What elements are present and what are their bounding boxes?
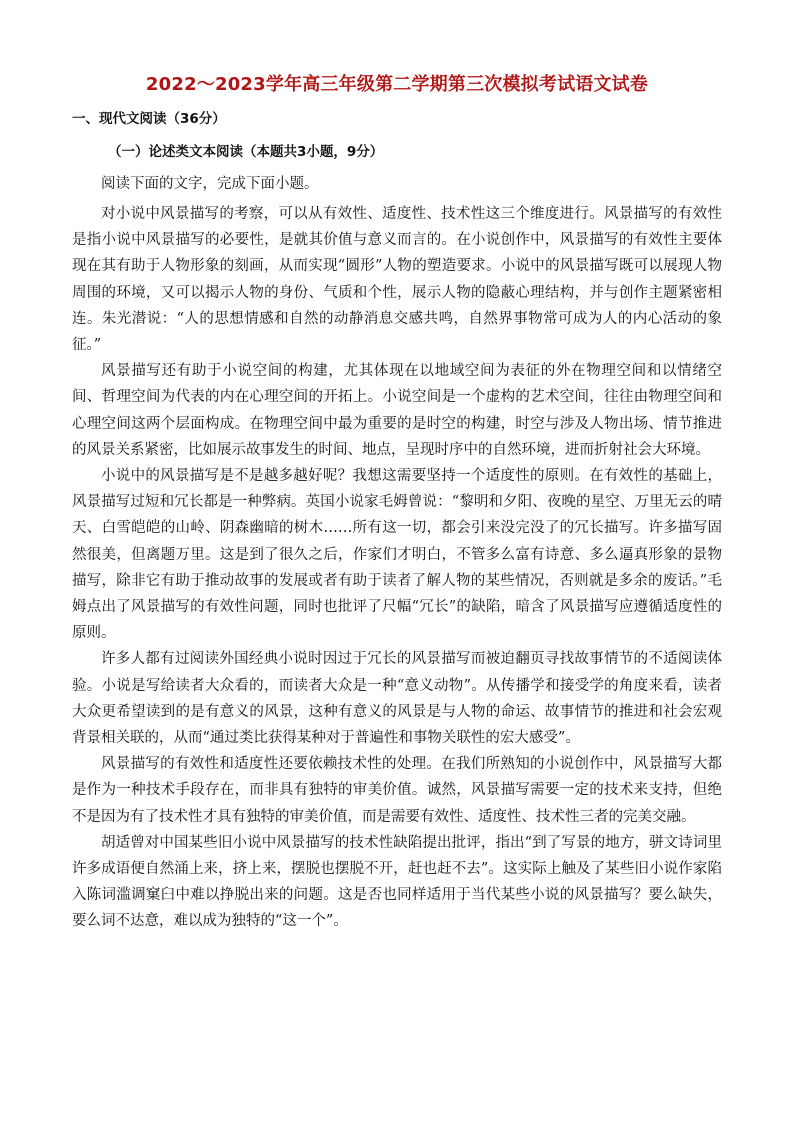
article-paragraph-1: 对小说中风景描写的考察，可以从有效性、适度性、技术性这三个维度进行。风景描写的有效性是指小说中风景描写的必要性，是就其价值与意义而言的。在小说创作中，风景描写的有效性主要体现在其有助于人物形象的刻画，从而实现“圆形”人物的塑造要求。小说中的风景描写既可以展现人物周围的环境，又可以揭示人物的身份、气质和个性，展示人物的隐蔽心理结构，并与创作主题紧密相连。朱光潜说：“人的思想情感和自然的动静消息交感共鸣，自然界事物常可成为人的内心活动的象征。” [72,206,722,354]
section-heading-modern-reading: 一、现代文阅读（36分） [72,111,226,127]
article-paragraph-3: 小说中的风景描写是不是越多越好呢？我想这需要坚持一个适度性的原则。在有效性的基础上，风景描写过短和冗长都是一种弊病。英国小说家毛姆曾说：“黎明和夕阳、夜晚的星空、万里无云的晴天、白雪皑皑的山岭、阴森幽暗的树木……所有这一切，都会引来没完没了的冗长描写。许多描写固然很美，但离题万里。这是到了很久之后，作家们才明白，不管多么富有诗意、多么逼真形象的景物描写，除非它有助于推动故事的发展或者有助于读者了解人物的某些情况，否则就是多余的废话。”毛姆点出了风景描写的有效性问题，同时也批评了尺幅“冗长”的缺陷，暗含了风景描写应遵循适度性的原则。 [72,468,722,642]
article-paragraph-5: 风景描写的有效性和适度性还要依赖技术性的处理。在我们所熟知的小说创作中，风景描写大都是作为一种技术手段存在，而非具有独特的审美价值。诚然，风景描写需要一定的技术来支持，但绝不是因为有了技术性才具有独特的审美价值，而是需要有效性、适度性、技术性三者的完美交融。 [72,756,722,825]
article-paragraph-2: 风景描写还有助于小说空间的构建，尤其体现在以地域空间为表征的外在物理空间和以情绪空间、哲理空间为代表的内在心理空间的开拓上。小说空间是一个虚构的艺术空间，往往由物理空间和心理空间这两个层面构成。在物理空间中最为重要的是时空的构建，时空与涉及人物出场、情节推进的风景关系紧密，比如展示故事发生的时间、地点，呈现时序中的自然环境，进而折射社会大环境。 [72,363,722,458]
article-paragraph-6: 胡适曾对中国某些旧小说中风景描写的技术性缺陷提出批评，指出“到了写景的地方，骈文诗词里许多成语便自然涌上来，挤上来，摆脱也摆脱不开，赶也赶不去”。这实际上触及了某些旧小说作家陷入陈词滥调窠臼中难以挣脱出来的问题。这是否也同样适用于当代某些小说的风景描写？要么缺失，要么词不达意，难以成为独特的“这一个”。 [72,834,722,930]
article-paragraph-4: 许多人都有过阅读外国经典小说时因过于冗长的风景描写而被迫翻页寻找故事情节的不适阅读体验。小说是写给读者大众看的，而读者大众是一种“意义动物”。从传播学和接受学的角度来看，读者大众更希望读到的是有意义的风景，这种有意义的风景是与人物的命运、故事情节的推进和社会宏观背景相关联的，从而“通过类比获得某种对于普遍性和事物关联性的宏大感受”。 [72,651,722,747]
reading-instruction: 阅读下面的文字，完成下面小题。 [101,176,319,192]
article-body [72,201,722,935]
exam-title: 2022～2023学年高三年级第二学期第三次模拟考试语文试卷 [145,74,649,95]
sub-heading-argumentative-text: （一）论述类文本阅读（本题共3小题，9分） [108,144,384,160]
